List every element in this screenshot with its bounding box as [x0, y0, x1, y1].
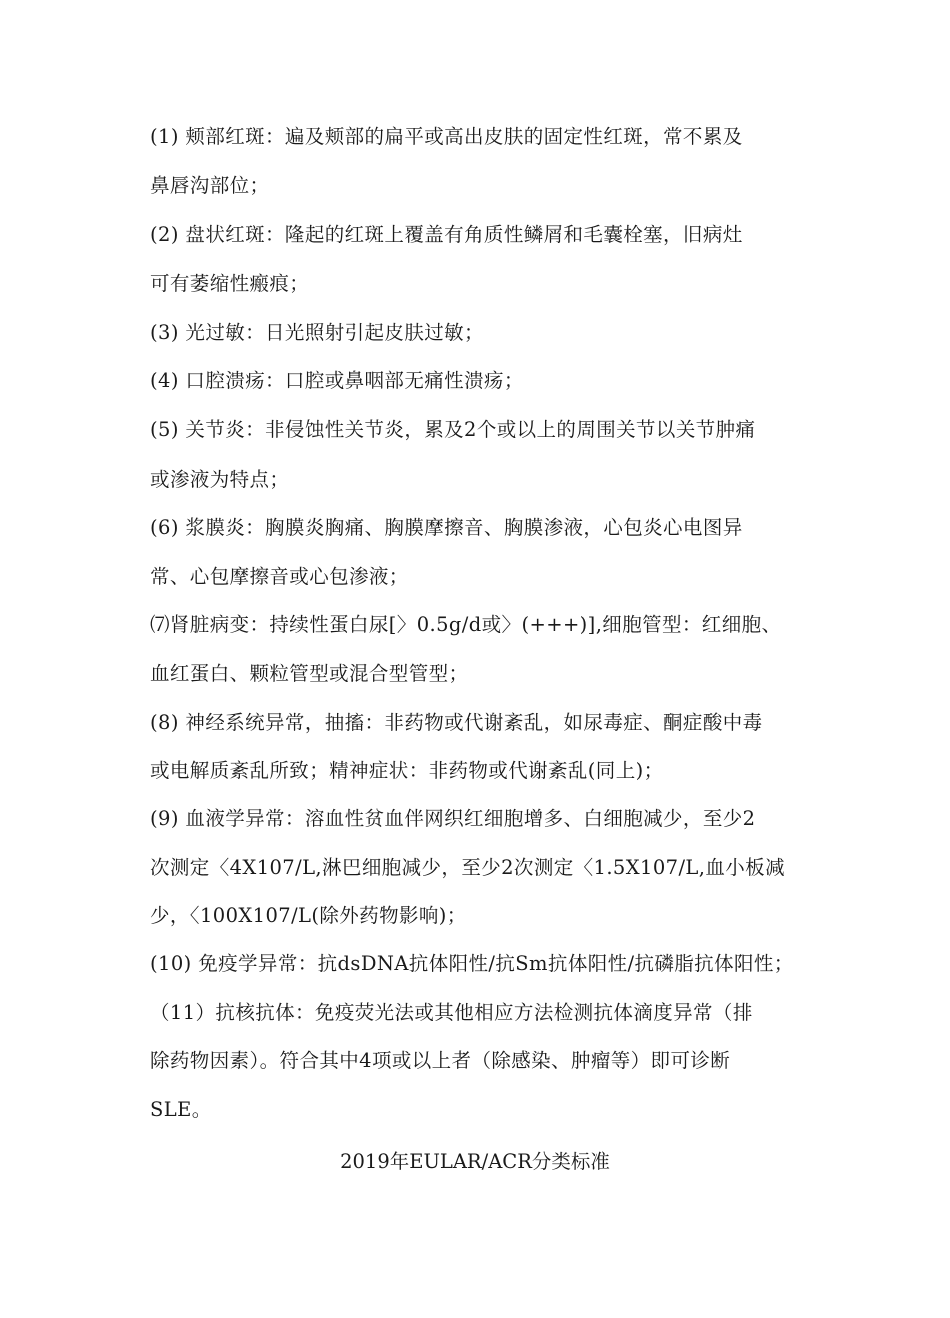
text-line: (9) 血液学异常：溶血性贫血伴网织红细胞增多、白细胞减少，至少2 [150, 807, 756, 830]
text-line: (5) 关节炎：非侵蚀性关节炎，累及2个或以上的周围关节以关节肿痛 [150, 418, 756, 441]
text-line: 或渗液为特点； [150, 468, 290, 491]
text-line: (10) 免疫学异常：抗dsDNA抗体阳性/抗Sm抗体阳性/抗磷脂抗体阳性； [150, 952, 794, 975]
text-line: 或电解质紊乱所致；精神症状：非药物或代谢紊乱(同上)； [150, 759, 664, 782]
text-line: ⑺肾脏病变：持续性蛋白尿[〉0.5g/d或〉(+++)],细胞管型：红细胞、 [150, 613, 782, 636]
text-line: (3) 光过敏：日光照射引起皮肤过敏； [150, 321, 484, 344]
text-line: 少，〈100X107/L(除外药物影响)； [150, 904, 467, 927]
text-line: (4) 口腔溃疡：口腔或鼻咽部无痛性溃疡； [150, 369, 524, 392]
text-line: 可有萎缩性瘢痕； [150, 272, 310, 295]
text-line: 鼻唇沟部位； [150, 174, 270, 197]
text-line: (8) 神经系统异常，抽搐：非药物或代谢紊乱，如尿毒症、酮症酸中毒 [150, 711, 763, 734]
text-line: 常、心包摩擦音或心包渗液； [150, 565, 409, 588]
text-line: (6) 浆膜炎：胸膜炎胸痛、胸膜摩擦音、胸膜渗液，心包炎心电图异 [150, 516, 743, 539]
text-line: 次测定〈4X107/L,淋巴细胞减少，至少2次测定〈1.5X107/L,血小板减 [150, 856, 785, 879]
text-line: 血红蛋白、颗粒管型或混合型管型； [150, 662, 469, 685]
text-line: SLE。 [150, 1098, 212, 1121]
text-line: (1) 颊部红斑：遍及颊部的扁平或高出皮肤的固定性红斑，常不累及 [150, 125, 743, 148]
section-heading: 2019年EULAR/ACR分类标准 [340, 1150, 610, 1173]
text-line: （11）抗核抗体：免疫荧光法或其他相应方法检测抗体滴度异常（排 [150, 1001, 753, 1024]
text-line: 除药物因素）。符合其中4项或以上者（除感染、肿瘤等）即可诊断 [150, 1049, 731, 1072]
text-line: (2) 盘状红斑：隆起的红斑上覆盖有角质性鳞屑和毛囊栓塞，旧病灶 [150, 223, 743, 246]
